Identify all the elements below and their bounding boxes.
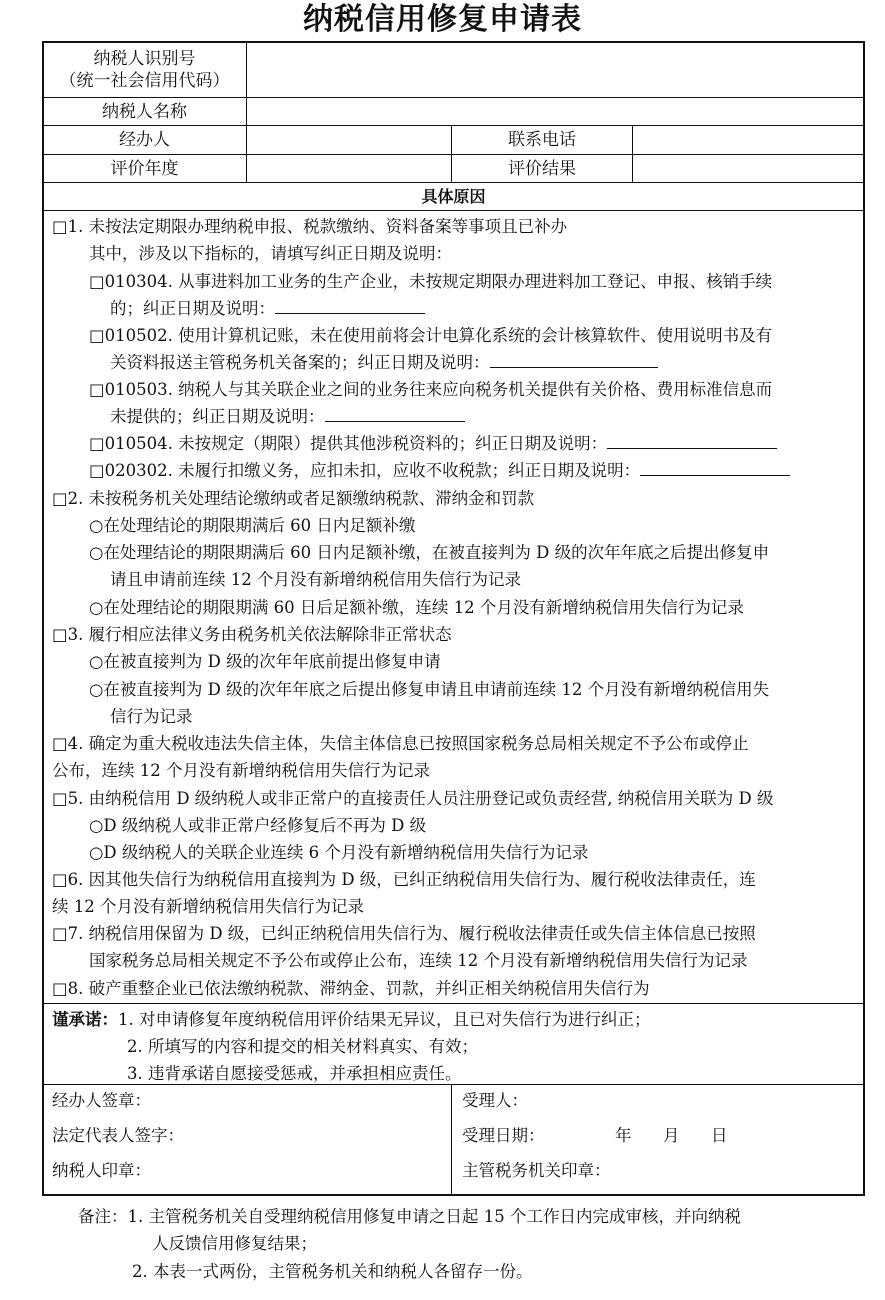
eval-result-field[interactable]	[633, 155, 864, 182]
pledge-item-2: 2. 所填写的内容和提交的相关材料真实、有效；	[127, 1037, 478, 1056]
reason-2-option-2[interactable]: ○在处理结论的期限期满后 60 日内足额补缴，在被直接判为 D 级的次年年底之后提出修复申	[89, 543, 770, 562]
row-divider	[42, 210, 865, 211]
phone-field[interactable]	[633, 126, 864, 154]
indicator-020302-checkbox[interactable]	[89, 457, 790, 484]
taxpayer-id-label-line1: 纳税人识别号	[93, 48, 196, 69]
reason-3-option-1[interactable]: ○在被直接判为 D 级的次年年底前提出修复申请	[89, 652, 441, 671]
legal-rep-signature[interactable]: 法定代表人签字：	[52, 1126, 184, 1145]
indicator-010304-tail: 的；纠正日期及说明：	[110, 299, 275, 318]
correction-blank-020302[interactable]	[640, 461, 790, 476]
accept-date-day[interactable]: 日	[711, 1126, 728, 1145]
pledge-item-3: 3. 违背承诺自愿接受惩戒，并承担相应责任。	[127, 1064, 462, 1083]
reason-1-intro: 其中，涉及以下指标的，请填写纠正日期及说明：	[89, 244, 452, 263]
taxpayer-seal[interactable]: 纳税人印章：	[52, 1161, 151, 1180]
correction-blank-010503[interactable]	[325, 407, 465, 422]
reason-5-option-2[interactable]: ○D 级纳税人的关联企业连续 6 个月没有新增纳税信用失信行为记录	[89, 843, 589, 862]
row-divider	[42, 1084, 865, 1085]
reason-3-option-2-cont: 信行为记录	[110, 707, 193, 726]
reason-3-option-2[interactable]: ○在被直接判为 D 级的次年年底之后提出修复申请且申请前连续 12 个月没有新增纳税信用失	[89, 680, 770, 699]
taxpayer-name-label: 纳税人名称	[102, 101, 187, 122]
indicator-010504-checkbox[interactable]	[89, 430, 777, 457]
form-title: 纳税信用修复申请表	[303, 2, 582, 37]
notes-block	[78, 1203, 741, 1230]
pledge-item-1: 1. 对申请修复年度纳税信用评价结果无异议，且已对失信行为进行纠正；	[118, 1010, 651, 1029]
pledge-block	[52, 1006, 651, 1033]
taxpayer-id-field[interactable]	[247, 42, 864, 97]
row-divider	[42, 182, 865, 183]
taxpayer-name-field[interactable]	[247, 98, 864, 125]
reason-7-cont: 国家税务总局相关规定不予公布或停止公布，连续 12 个月没有新增纳税信用失信行为记录	[89, 951, 748, 970]
reason-8-checkbox[interactable]: □8. 破产重整企业已依法缴纳税款、滞纳金、罚款，并纠正相关纳税信用失信行为	[52, 979, 650, 998]
note-1-cont: 人反馈信用修复结果；	[152, 1234, 317, 1253]
reason-1-checkbox[interactable]: □1. 未按法定期限办理纳税申报、税款缴纳、资料备案等事项且已补办	[52, 217, 568, 236]
accept-date-year[interactable]: 年	[615, 1126, 632, 1145]
accept-date-label: 受理日期：	[462, 1126, 545, 1145]
tax-office-seal[interactable]: 主管税务机关印章：	[462, 1161, 611, 1180]
reason-2-option-1[interactable]: ○在处理结论的期限期满后 60 日内足额补缴	[89, 516, 416, 535]
taxpayer-id-label-line2: （统一社会信用代码）	[59, 70, 230, 91]
reason-2-option-2-cont: 请且申请前连续 12 个月没有新增纳税信用失信行为记录	[110, 570, 521, 589]
indicator-010502-text	[110, 349, 658, 376]
eval-result-label: 评价结果	[508, 158, 576, 179]
reason-4-cont: 公布，连续 12 个月没有新增纳税信用失信行为记录	[52, 761, 430, 780]
indicator-010304-text	[110, 295, 425, 322]
row-divider	[42, 1003, 865, 1004]
note-2: 2. 本表一式两份，主管税务机关和纳税人各留存一份。	[132, 1262, 533, 1281]
column-divider	[451, 1084, 452, 1196]
indicator-010502-tail: 关资料报送主管税务机关备案的；纠正日期及说明：	[110, 353, 490, 372]
indicator-010504-text: □010504. 未按规定（期限）提供其他涉税资料的；纠正日期及说明：	[89, 434, 608, 453]
correction-blank-010504[interactable]	[607, 434, 777, 449]
handler-signature[interactable]: 经办人签章：	[52, 1091, 151, 1110]
note-1: 1. 主管税务机关自受理纳税信用修复申请之日起 15 个工作日内完成审核，并向纳税	[127, 1207, 741, 1226]
correction-blank-010502[interactable]	[490, 353, 658, 368]
reason-5-checkbox[interactable]: □5. 由纳税信用 D 级纳税人或非正常户的直接责任人员注册登记或负责经营, 纳税信用关联为 D 级	[52, 789, 774, 808]
indicator-010304-checkbox[interactable]: □010304. 从事进料加工业务的生产企业，未按规定期限办理进料加工登记、申报、核销手续	[89, 272, 773, 291]
phone-label: 联系电话	[508, 130, 576, 150]
reason-2-option-3[interactable]: ○在处理结论的期限期满 60 日后足额补缴，连续 12 个月没有新增纳税信用失信行为记录	[89, 598, 744, 617]
indicator-020302-text: □020302. 未履行扣缴义务，应扣未扣，应收不收税款；纠正日期及说明：	[89, 461, 641, 480]
reason-2-checkbox[interactable]: □2. 未按税务机关处理结论缴纳或者足额缴纳税款、滞纳金和罚款	[52, 489, 535, 508]
reason-7-checkbox[interactable]: □7. 纳税信用保留为 D 级，已纠正纳税信用失信行为、履行税收法律责任或失信主体信息已按照	[52, 924, 756, 943]
correction-blank-010304[interactable]	[275, 299, 425, 314]
reasons-section-title: 具体原因	[421, 187, 486, 206]
handler-label: 经办人	[119, 130, 170, 150]
receiver-field[interactable]: 受理人：	[462, 1091, 528, 1110]
reason-3-checkbox[interactable]: □3. 履行相应法律义务由税务机关依法解除非正常状态	[52, 625, 452, 644]
taxpayer-id-label	[43, 42, 246, 97]
indicator-010503-checkbox[interactable]: □010503. 纳税人与其关联企业之间的业务往来应向税务机关提供有关价格、费用标准信息而	[89, 380, 773, 399]
notes-label: 备注：	[78, 1207, 128, 1226]
eval-year-label: 评价年度	[110, 158, 179, 179]
indicator-010503-text	[110, 403, 465, 430]
indicator-010503-tail: 未提供的；纠正日期及说明：	[110, 407, 325, 426]
eval-year-field[interactable]	[247, 155, 451, 182]
reason-4-checkbox[interactable]: □4. 确定为重大税收违法失信主体，失信主体信息已按照国家税务总局相关规定不予公布或停止	[52, 734, 749, 753]
pledge-label: 谨承诺：	[52, 1010, 118, 1029]
reason-6-checkbox[interactable]: □6. 因其他失信行为纳税信用直接判为 D 级，已纠正纳税信用失信行为、履行税收法律责任，连	[52, 870, 756, 889]
reason-6-cont: 续 12 个月没有新增纳税信用失信行为记录	[52, 897, 364, 916]
reason-5-option-1[interactable]: ○D 级纳税人或非正常户经修复后不再为 D 级	[89, 816, 427, 835]
indicator-010502-checkbox[interactable]: □010502. 使用计算机记账，未在使用前将会计电算化系统的会计核算软件、使用说明书及有	[89, 326, 773, 345]
accept-date-month[interactable]: 月	[663, 1126, 680, 1145]
handler-field[interactable]	[247, 126, 451, 154]
